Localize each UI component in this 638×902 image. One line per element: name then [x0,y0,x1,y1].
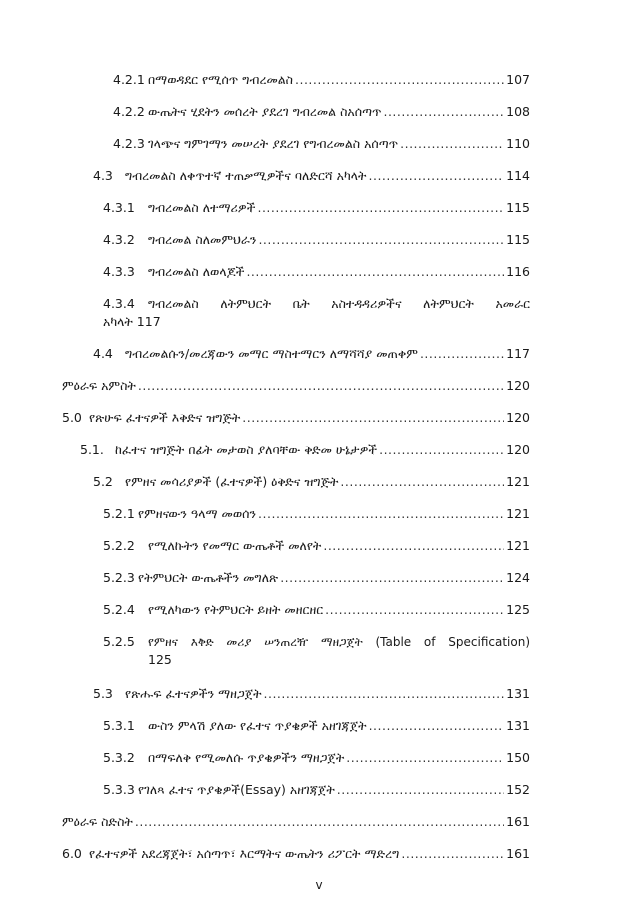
toc-leader [346,750,504,766]
toc-entry-chapter-5 [62,378,530,394]
toc-leader [323,538,504,554]
toc-page-number: 125 [506,602,530,617]
toc-entry-4-3-2 [103,232,530,248]
toc-number: 4.2.3 [113,136,145,151]
toc-title: ግብረመልስ ለቀጥተኛ ተጠቃሚዎችና ባለድርሻ አካላት [125,168,367,183]
toc-entry-chapter-6 [62,814,530,830]
toc-title: የጽሁፍ ፈተናዎች እቅድና ዝግጅት [89,410,241,425]
toc-title: የፈተናዎች አደረጃጀት፣ አሰጣጥ፣ እርማትና ውጤትን ሪፖርት ማድረግ [89,846,400,861]
toc-leader [369,168,505,184]
toc-leader [379,442,504,458]
toc-entry-4-3-4 [103,296,530,330]
toc-title: ከፈተና ዝግጅት በፊት መታወስ ያለባቸው ቅድመ ሁኔታዎች [115,442,378,457]
toc-page-number: 115 [506,200,530,215]
toc-page-number: 115 [506,232,530,247]
toc-line [103,634,530,650]
toc-page-number: 117 [506,346,530,361]
toc-line [103,296,530,312]
toc-entry-5-2-5 [103,634,530,668]
toc-title: የምዘና መሳሪያዎች (ፈተናዎች) ዕቅድና ዝግጅት [125,474,339,489]
toc-title: ምዕራፍ አምስት [62,378,136,393]
toc-title: ግብረመልስ ለወላጆች [148,264,245,279]
toc-page-number: 121 [506,474,530,489]
toc-page-number: 120 [506,378,530,393]
toc-entry-5-2-1 [103,506,530,522]
toc-leader [401,846,504,862]
toc-number: 5.2.1 [103,506,135,521]
toc-entry-6-0 [62,846,530,862]
toc-title: ገላጭና ግምገማን መሠረት ያደረገ የግብረመልስ አሰጣጥ [148,136,399,151]
toc-title: የገለጻ ፈተና ጥያቄዎች(Essay) አዘገጃጀት [138,782,335,797]
toc-title: ግብረመልስ ለተማሪዎች [148,200,256,215]
toc-number: 5.3 [93,686,113,701]
toc-page-number: 161 [506,814,530,829]
toc-number: 4.2.1 [113,72,145,87]
toc-entry-5-0 [62,410,530,426]
toc-entry-5-2 [93,474,530,490]
toc-entry-4-3 [93,168,530,184]
toc-leader [420,346,504,362]
toc-page-number: 150 [506,750,530,765]
toc-page-number: 120 [506,410,530,425]
toc-title: ግብረመል ስለመምህራን [148,232,257,247]
toc-number: 5.2.4 [103,602,135,617]
toc-entry-4-3-1 [103,200,530,216]
toc-number: 4.3.1 [103,200,135,215]
toc-leader [325,602,504,618]
toc-page-number: 121 [506,506,530,521]
toc-title: ውጤትና ሂደትን መሰረት ያደረገ ግብረመል ስአሰጣጥ [148,104,382,119]
page-number-footer: v [315,878,323,892]
toc-page-number: 124 [506,570,530,585]
toc-page-number: 110 [506,136,530,151]
toc-page-number: 152 [506,782,530,797]
toc-title: የምዘናውን ዓላማ መወሰን [138,506,257,521]
toc-page-number: 131 [506,686,530,701]
toc-leader [400,136,504,152]
toc-title: ግብረመልሱን/መረጃውን መማር ማስተማርን ለማሻሻያ መጠቀም [125,346,418,361]
toc-number: 4.3.4 [103,296,135,311]
toc-title: የሚለኩትን የመማር ውጤቶች መለየት [148,538,322,553]
toc-page-number: 114 [506,168,530,183]
toc-entry-5-3-3 [103,782,530,798]
toc-number: 4.3.3 [103,264,135,279]
toc-leader [242,410,504,426]
toc-page-number: 120 [506,442,530,457]
toc-number: 5.3.3 [103,782,135,797]
toc-leader [258,232,504,248]
toc-number: 5.2.3 [103,570,135,585]
toc-leader [280,570,504,586]
toc-number: 5.1. [80,442,104,457]
toc-entry-5-2-2 [103,538,530,554]
toc-page-number: 131 [506,718,530,733]
toc-number: 5.2.2 [103,538,135,553]
toc-title-continued: 125 [148,652,172,667]
toc-number: 4.3.2 [103,232,135,247]
toc-leader [257,200,504,216]
toc-entry-4-2-2 [113,104,530,120]
toc-page-number: 121 [506,538,530,553]
toc-leader [340,474,504,490]
toc-entry-5-2-3 [103,570,530,586]
toc-number: 4.3 [93,168,113,183]
toc-title: በማፍለቅ የሚመለሱ ጥያቄዎችን ማዘጋጀት [148,750,345,765]
toc-number: 6.0 [62,846,82,861]
toc-number: 4.4 [93,346,113,361]
toc-leader [369,718,505,734]
toc-title: ምዕራፍ ስድስት [62,814,133,829]
toc-number: 5.3.1 [103,718,135,733]
toc-title: በማወዳደር የሚሰጥ ግብረመልስ [148,72,294,87]
toc-leader [337,782,504,798]
toc-title: ግብረመልስ ለትምህርት ቤት አስተዳዳሪዎችና ለትምህርት አመራር [148,296,530,311]
toc-title: የጽሑፍ ፈተናዎችን ማዘጋጀት [125,686,262,701]
toc-number: 5.3.2 [103,750,135,765]
toc-entry-4-2-1 [113,72,530,88]
toc-entry-5-3-1 [103,718,530,734]
toc-page-number: 108 [506,104,530,119]
toc-entry-5-1 [80,442,530,458]
toc-entry-5-3-2 [103,750,530,766]
toc-number: 5.2 [93,474,113,489]
toc-leader [264,686,505,702]
toc-leader [258,506,504,522]
toc-leader [246,264,504,280]
toc-leader [383,104,504,120]
toc-leader [138,378,504,394]
toc-entry-4-3-3 [103,264,530,280]
toc-title: ውስን ምላሽ ያለው የፈተና ጥያቄዎች አዘገጃጀት [148,718,367,733]
toc-page-number: 116 [506,264,530,279]
toc-leader [135,814,504,830]
toc-page-number: 107 [506,72,530,87]
toc-number: 5.0 [62,410,82,425]
toc-entry-5-2-4 [103,602,530,618]
toc-page-number: 161 [506,846,530,861]
toc-entry-5-3 [93,686,530,702]
toc-title: የትምህርት ውጤቶችን መግለጽ [138,570,279,585]
toc-title: የምዘና እቅድ መሪያ ሠንጠረዥ ማዘጋጀት (Table of Specification) [148,635,530,649]
toc-leader [295,72,504,88]
toc-entry-4-4 [93,346,530,362]
toc-entry-4-2-3 [113,136,530,152]
toc-number: 4.2.2 [113,104,145,119]
toc-title: የሚለካውን የትምህርት ይዘት መዘርዘር [148,602,324,617]
toc-number: 5.2.5 [103,634,135,649]
toc-title-continued: አካላት 117 [103,314,161,329]
